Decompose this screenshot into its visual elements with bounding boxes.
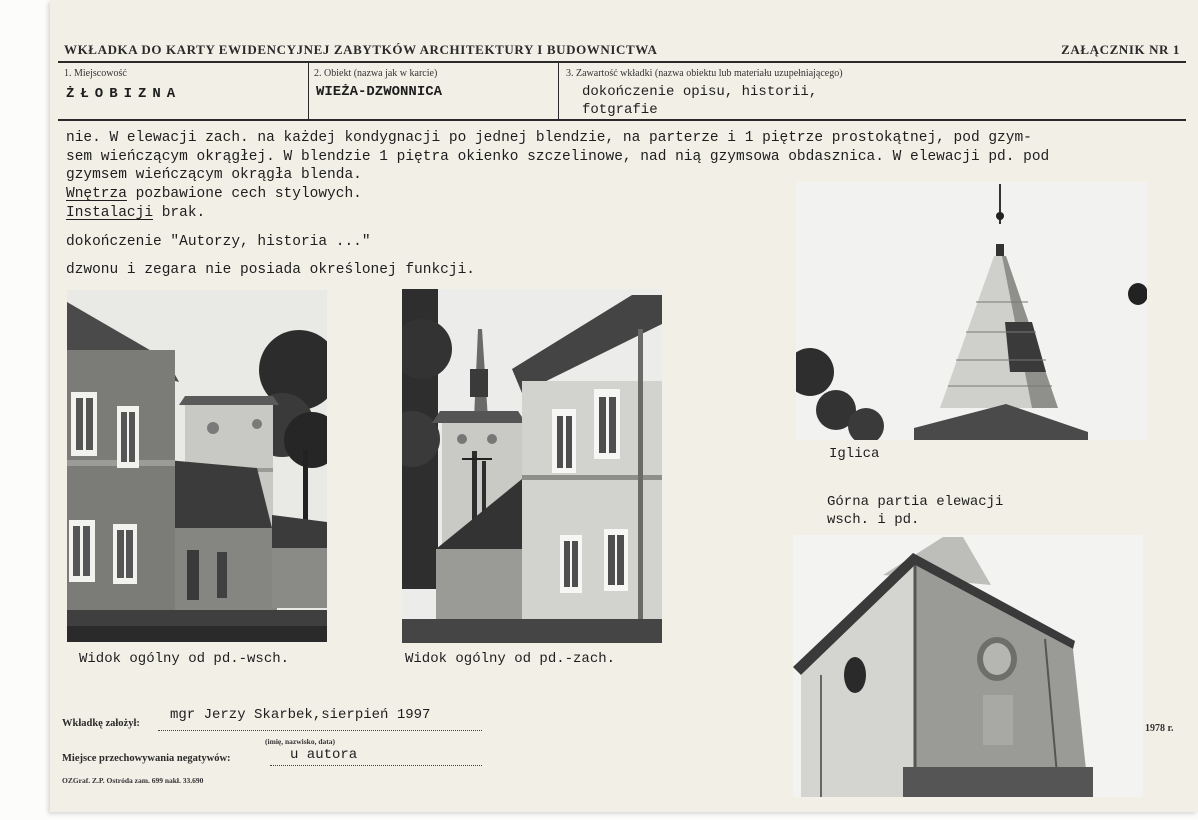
author-dotline bbox=[158, 730, 482, 731]
storage-value: u autora bbox=[290, 747, 358, 763]
photo-upper-elevation-caption-2: wsch. i pd. bbox=[827, 512, 920, 528]
contents-label: 3. Zawartość wkładki (nazwa obiektu lub materiału uzupełniającego) bbox=[566, 68, 843, 79]
storage-dotline bbox=[270, 765, 482, 766]
author-label: Wkładkę założył: bbox=[62, 718, 140, 729]
installations-text: brak. bbox=[161, 205, 206, 221]
installations-label: Instalacji bbox=[66, 205, 154, 221]
year-note: 1978 r. bbox=[1145, 723, 1174, 734]
photo-general-view-se-image bbox=[67, 290, 327, 642]
photo-spire-caption: Iglica bbox=[829, 446, 880, 462]
interior-label: Wnętrza bbox=[66, 186, 127, 202]
form-title: WKŁADKA DO KARTY EWIDENCYJNEJ ZABYTKÓW ARCHITEKTURY I BUDOWNICTWA bbox=[64, 42, 658, 57]
field-rule bbox=[58, 119, 1186, 121]
locality-value: ŻŁOBIZNA bbox=[66, 86, 182, 102]
author-hint: (imię, nazwisko, data) bbox=[265, 737, 335, 746]
author-value: mgr Jerzy Skarbek,sierpień 1997 bbox=[170, 707, 431, 723]
field-divider bbox=[558, 63, 559, 119]
photo-upper-elevation-caption-1: Górna partia elewacji bbox=[827, 494, 1004, 510]
object-label: 2. Obiekt (nazwa jak w karcie) bbox=[314, 68, 438, 79]
continuation-note: dokończenie "Autorzy, historia ..." bbox=[66, 234, 371, 250]
storage-label: Miejsce przechowywania negatywów: bbox=[62, 753, 231, 764]
photo-general-view-sw-image bbox=[402, 289, 662, 643]
contents-line-1: dokończenie opisu, historii, bbox=[582, 84, 818, 100]
field-divider bbox=[308, 63, 309, 119]
bell-clock-note: dzwonu i zegara nie posiada określonej funkcji. bbox=[66, 262, 475, 278]
photo-general-view-sw-caption: Widok ogólny od pd.-zach. bbox=[405, 651, 616, 667]
annex-number: ZAŁĄCZNIK NR 1 bbox=[1061, 42, 1180, 57]
photo-upper-elevation-image bbox=[793, 535, 1143, 797]
object-value: WIEŻA-DZWONNICA bbox=[316, 84, 443, 100]
description-line-1: nie. W elewacji zach. na każdej kondygnacji po jednej blendzie, na parterze i 1 piętrze prostokątnej, pod gzym- bbox=[66, 130, 1032, 146]
description-line-2: sem wieńczącym okrągłej. W blendzie 1 piętra okienko szczelinowe, nad nią gzymsowa obdasznica. W elewacji pd. pod bbox=[66, 149, 1050, 165]
photo-spire-image bbox=[796, 182, 1147, 440]
installations-line bbox=[66, 205, 205, 221]
photo-general-view-se bbox=[67, 290, 327, 642]
interior-line bbox=[66, 186, 362, 202]
locality-label: 1. Miejscowość bbox=[64, 68, 127, 79]
photo-upper-elevation bbox=[793, 535, 1143, 797]
contents-line-2: fotgrafie bbox=[582, 102, 658, 118]
interior-text: pozbawione cech stylowych. bbox=[135, 186, 362, 202]
photo-spire bbox=[796, 182, 1147, 440]
description-line-3: gzymsem wieńczącym okrągła blenda. bbox=[66, 167, 362, 183]
photo-general-view-se-caption: Widok ogólny od pd.-wsch. bbox=[79, 651, 290, 667]
printer-note: OZGraf. Z.P. Ostróda zam. 699 nakł. 33.690 bbox=[62, 776, 204, 785]
header-rule bbox=[58, 61, 1186, 63]
photo-general-view-sw bbox=[402, 289, 662, 643]
